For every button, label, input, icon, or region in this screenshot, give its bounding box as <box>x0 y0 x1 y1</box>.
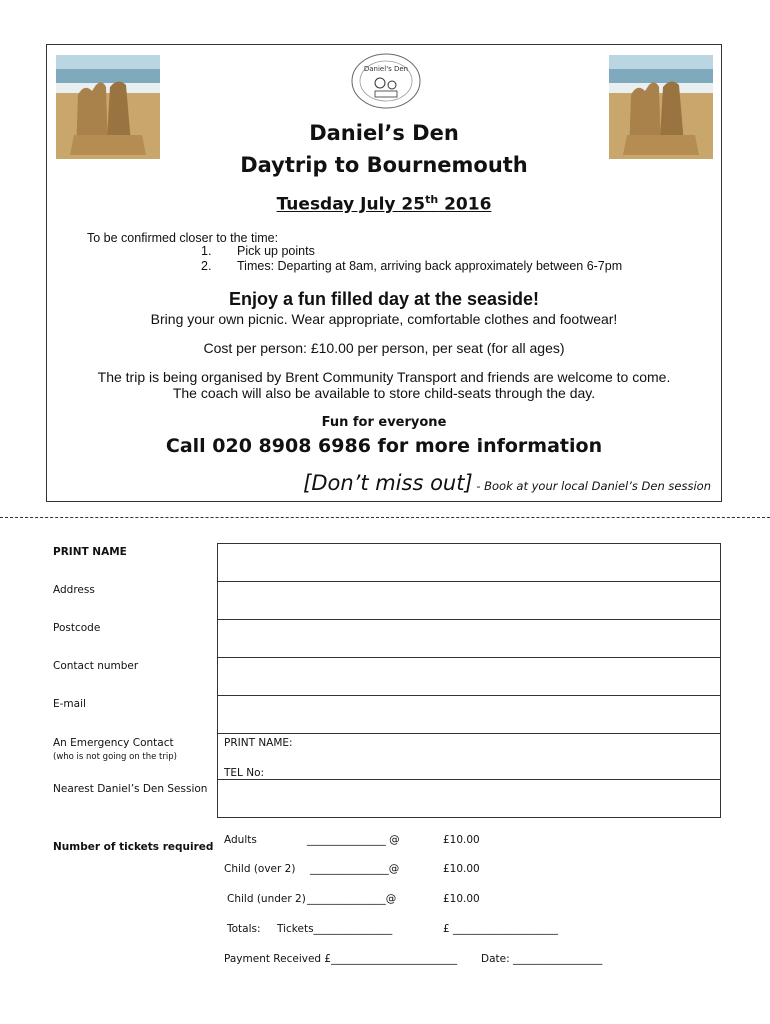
list-text: Pick up points <box>237 244 315 258</box>
totals-label: Totals: <box>227 923 261 935</box>
poster-subtitle: Daytrip to Bournemouth <box>240 153 528 177</box>
date-suffix: th <box>425 193 439 206</box>
call-line: Call 020 8908 6986 for more information <box>165 435 603 457</box>
cut-line-divider <box>0 517 770 518</box>
ticket-quantity-field[interactable]: _______________@ <box>310 863 400 875</box>
headline: Enjoy a fun filled day at the seaside! <box>228 289 540 309</box>
fun-line: Fun for everyone <box>321 415 447 430</box>
trip-date <box>47 193 721 215</box>
date-main: Tuesday July 25 <box>276 194 426 215</box>
postcode-label: Postcode <box>53 622 101 634</box>
emergency-contact-label: An Emergency Contact <box>53 737 174 749</box>
payment-date-field[interactable]: Date: _________________ <box>481 953 603 965</box>
contact-number-label: Contact number <box>53 660 139 672</box>
ticket-type: Adults <box>224 834 257 846</box>
postcode-field[interactable] <box>217 619 721 658</box>
total-tickets-field[interactable]: Tickets_______________ <box>277 923 393 935</box>
organised-note: The trip is being organised by Brent Community Transport and friends are welcome to come. <box>97 369 671 385</box>
emergency-contact-note: (who is not going on the trip) <box>53 752 177 762</box>
dont-miss-out <box>303 471 711 495</box>
list-number: 2. <box>201 259 212 273</box>
book-text: - Book at your local Daniel’s Den session <box>472 479 711 493</box>
picnic-note: Bring your own picnic. Wear appropriate, comfortable clothes and footwear! <box>150 311 618 327</box>
nearest-session-label: Nearest Daniel’s Den Session <box>53 783 208 795</box>
print-name-field[interactable] <box>217 543 721 582</box>
contact-number-field[interactable] <box>217 657 721 696</box>
emergency-print-name: PRINT NAME: <box>224 737 293 749</box>
ticket-price: £10.00 <box>443 863 480 875</box>
ticket-type: Child (over 2) <box>224 863 296 875</box>
tickets-label: Number of tickets required <box>53 841 214 853</box>
confirm-intro: To be confirmed closer to the time: <box>87 231 279 245</box>
ticket-quantity-field[interactable]: _______________ @ <box>307 834 400 846</box>
email-label: E-mail <box>53 698 86 710</box>
trip-poster <box>46 44 722 502</box>
ticket-price: £10.00 <box>443 893 480 905</box>
address-field[interactable] <box>217 581 721 620</box>
logo-text: Daniel's Den <box>363 65 409 73</box>
ticket-quantity-field[interactable]: _______________@ <box>307 893 397 905</box>
cost-note: Cost per person: £10.00 per person, per seat (for all ages) <box>203 340 565 356</box>
address-label: Address <box>53 584 95 596</box>
poster-title: Daniel’s Den <box>309 121 459 145</box>
payment-received-field[interactable]: Payment Received £________________________ <box>224 953 458 965</box>
nearest-session-field[interactable] <box>217 779 721 818</box>
print-name-label: PRINT NAME <box>53 546 127 558</box>
daniels-den-logo <box>347 51 425 111</box>
ticket-type: Child (under 2) <box>227 893 306 905</box>
list-text: Times: Departing at 8am, arriving back approximately between 6-7pm <box>237 259 623 273</box>
child-seat-note: The coach will also be available to store child-seats through the day. <box>172 385 596 401</box>
total-amount-field[interactable]: £ ____________________ <box>443 923 559 935</box>
emergency-tel: TEL No: <box>224 767 265 779</box>
list-number: 1. <box>201 244 212 258</box>
date-year: 2016 <box>438 194 492 215</box>
dont-miss-text: [Don’t miss out] <box>303 471 473 495</box>
ticket-price: £10.00 <box>443 834 480 846</box>
email-field[interactable] <box>217 695 721 734</box>
